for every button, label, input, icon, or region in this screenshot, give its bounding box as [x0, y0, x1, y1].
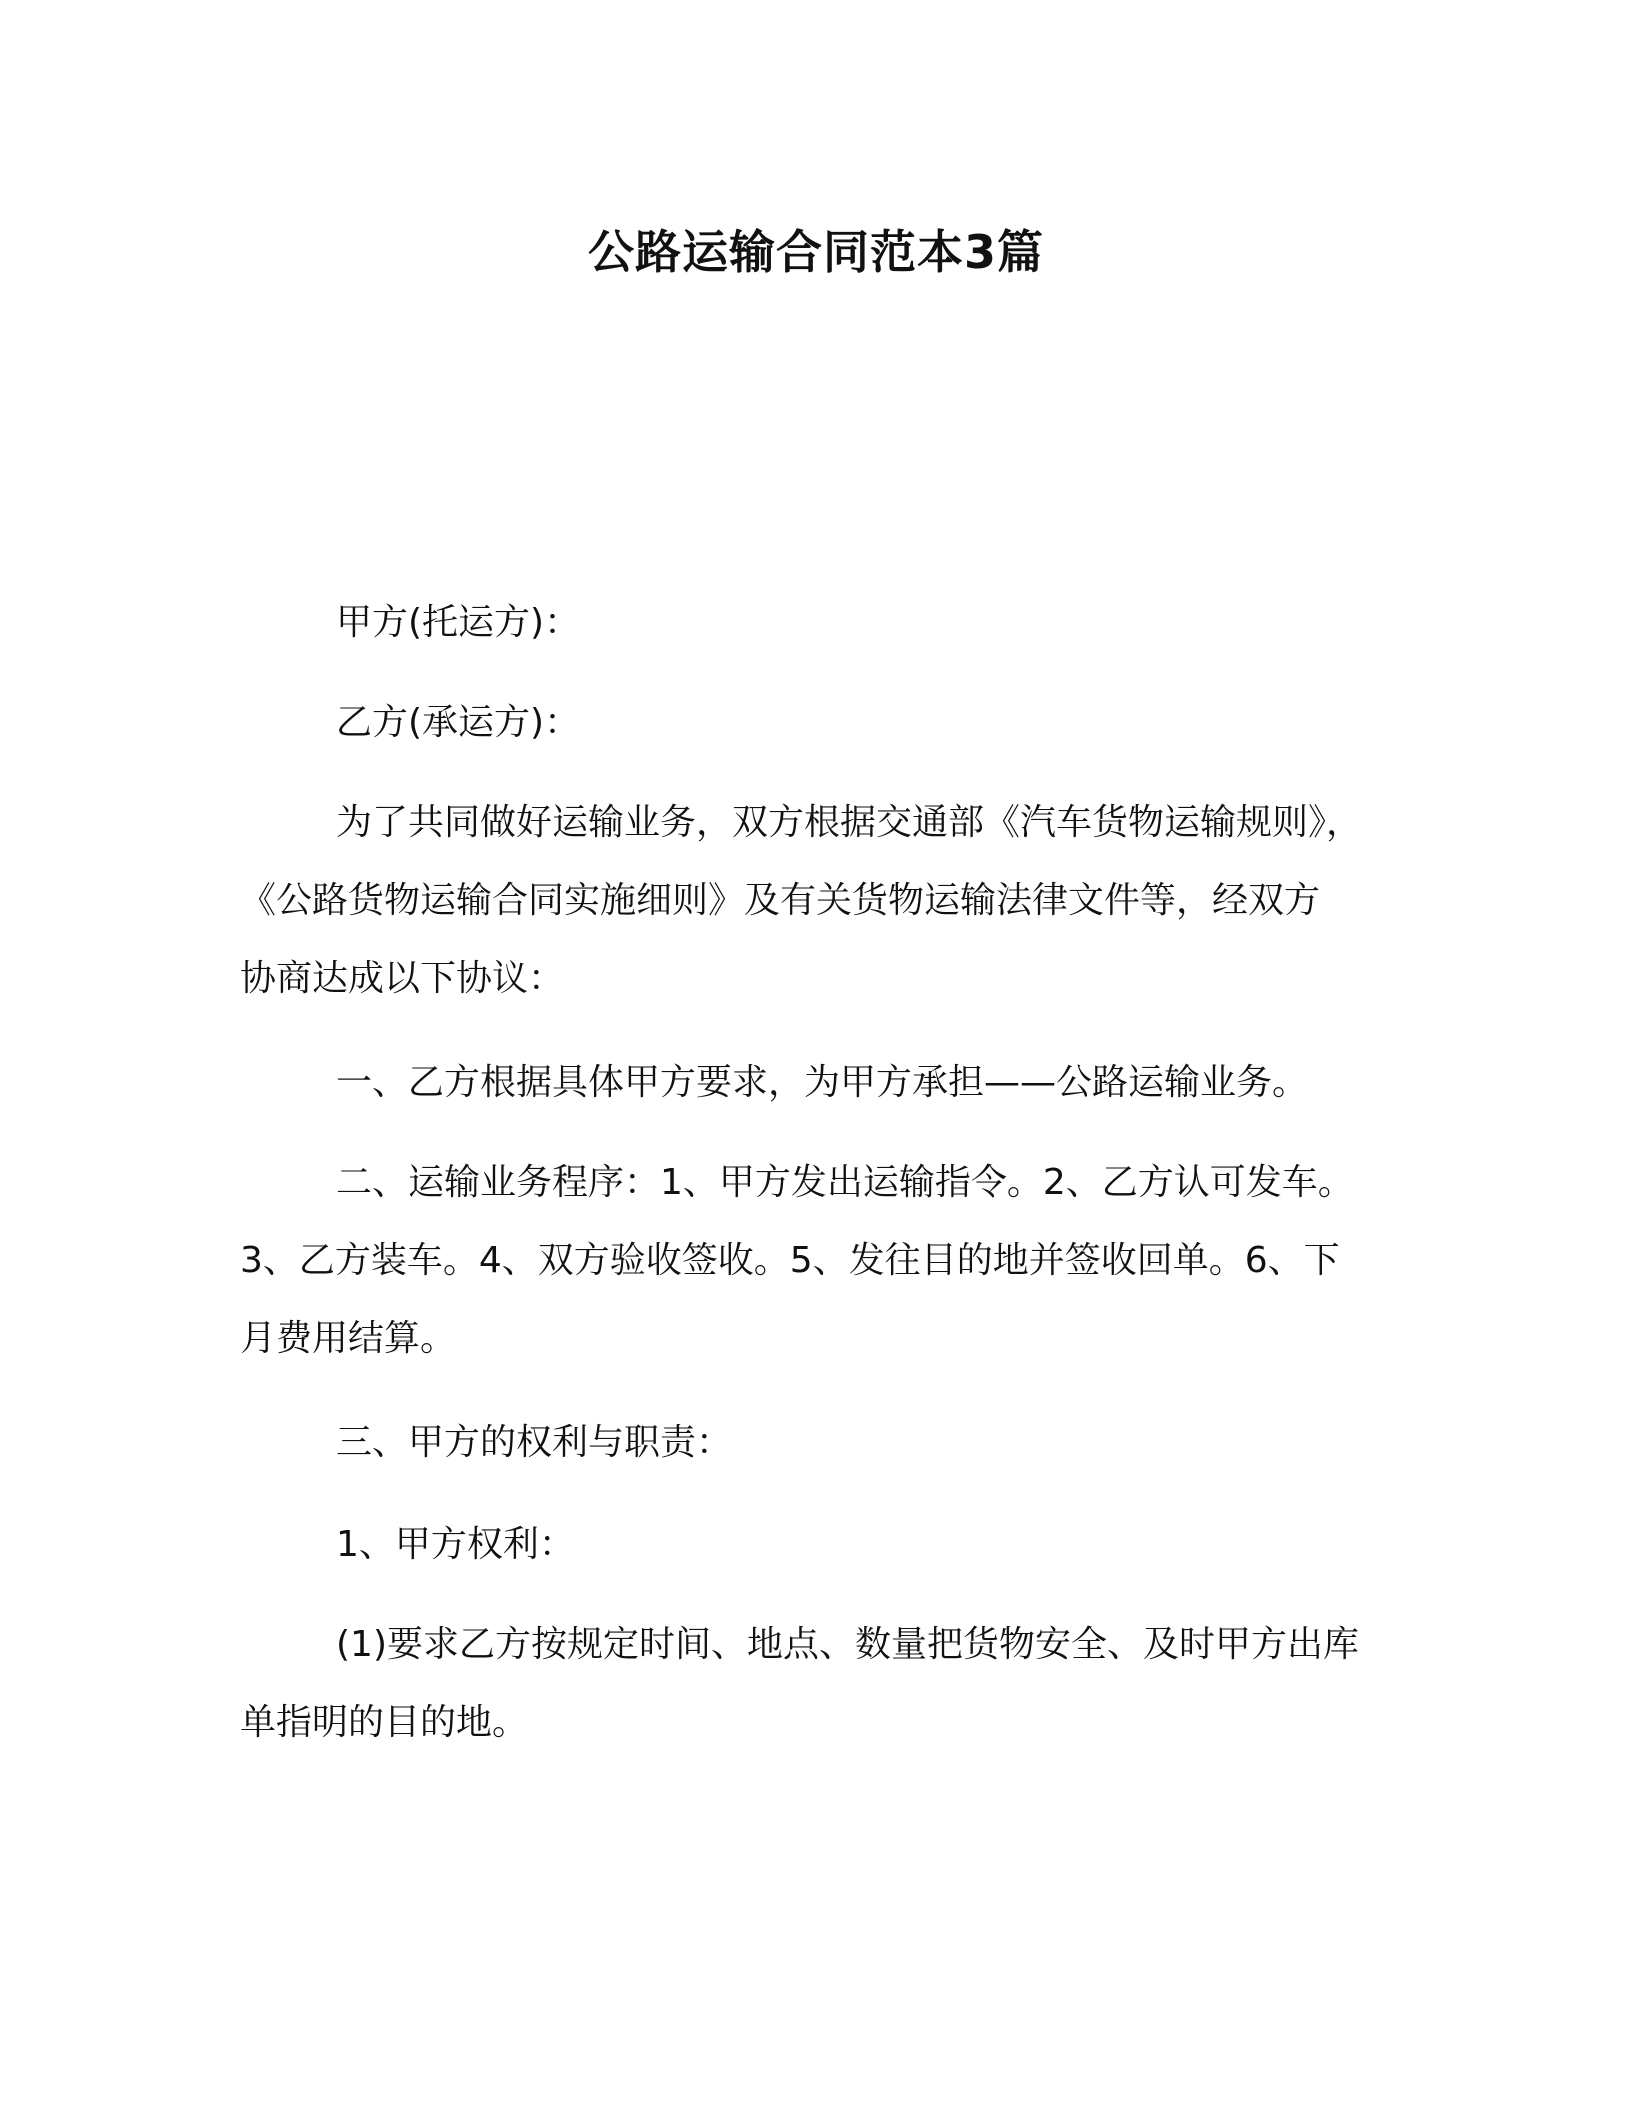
document-title: 公路运输合同范本3篇	[587, 225, 1044, 279]
party-a-label: 甲方(托运方)：	[336, 602, 581, 643]
clause-3-1-1-line-1: (1)要求乙方按规定时间、地点、数量把货物安全、及时甲方出库	[336, 1624, 1359, 1665]
clause-1	[336, 1044, 1308, 1122]
intro-line-1: 为了共同做好运输业务，双方根据交通部《汽车货物运输规则》，	[336, 802, 1363, 843]
clause-3-1	[336, 1506, 575, 1584]
clause-3-1-1-paragraph	[240, 1606, 1440, 1762]
clause-2-line-1: 二、运输业务程序：1、甲方发出运输指令。2、乙方认可发车。	[336, 1162, 1354, 1203]
intro-paragraph	[240, 784, 1440, 1018]
clause-3	[336, 1404, 732, 1482]
clause-3-text: 三、甲方的权利与职责：	[336, 1422, 733, 1463]
intro-line-2: 《公路货物运输合同实施细则》及有关货物运输法律文件等，经双方	[240, 880, 1321, 921]
clause-1-text: 一、乙方根据具体甲方要求，为甲方承担——公路运输业务。	[336, 1062, 1309, 1103]
intro-line-3: 协商达成以下协议：	[240, 958, 565, 999]
clause-3-1-1-line-2: 单指明的目的地。	[240, 1702, 529, 1743]
party-a-line	[336, 584, 580, 662]
party-b-label: 乙方(承运方)：	[336, 702, 581, 743]
party-b-line	[336, 684, 580, 762]
clause-2-line-2: 3、乙方装车。4、双方验收签收。5、发往目的地并签收回单。6、下	[240, 1240, 1340, 1281]
clause-2-line-3: 月费用结算。	[240, 1318, 457, 1359]
clause-2-paragraph	[240, 1144, 1440, 1378]
clause-3-1-text: 1、甲方权利：	[336, 1524, 575, 1565]
